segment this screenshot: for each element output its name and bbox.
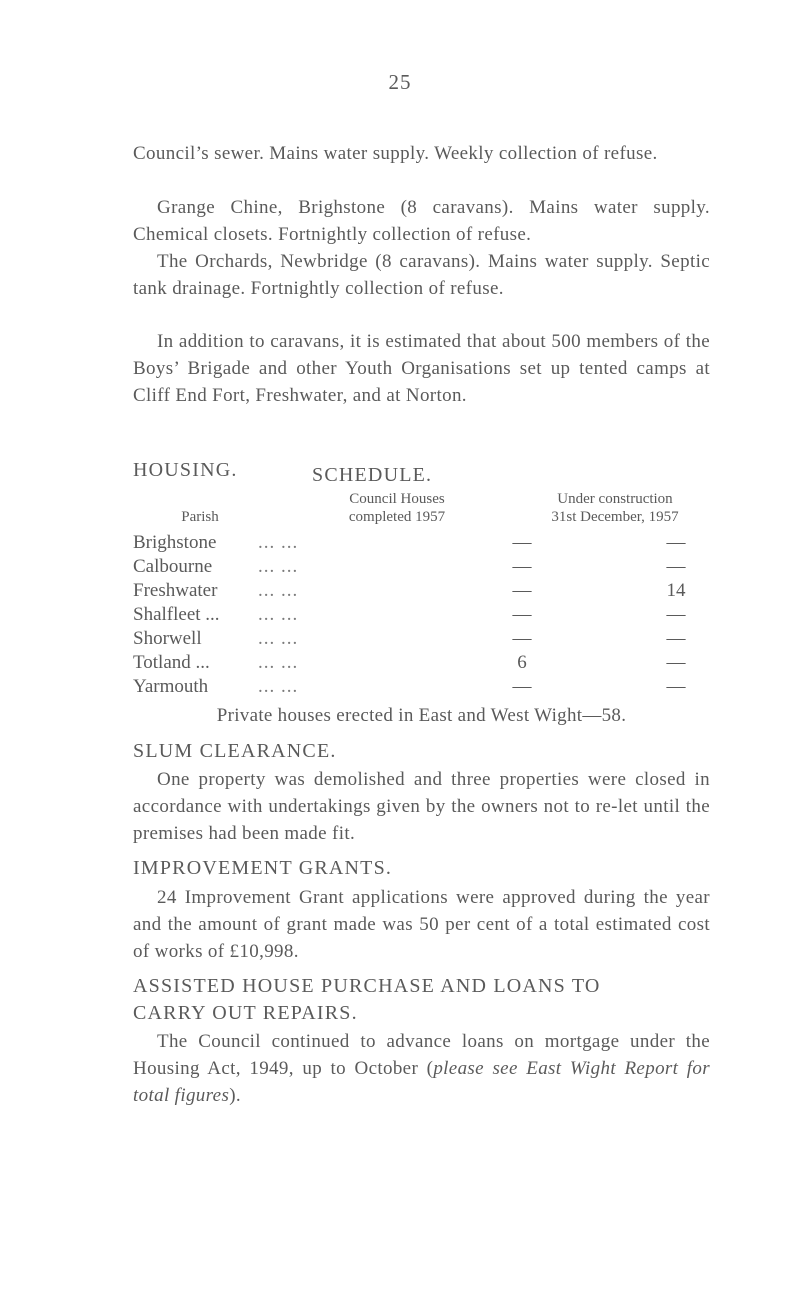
assisted-purchase-heading-line2: CARRY OUT REPAIRS. <box>133 1002 358 1024</box>
parish-name: Freshwater <box>133 580 218 601</box>
housing-heading: HOUSING. <box>133 459 238 481</box>
column-header-completed-line2: completed 1957 <box>348 509 446 525</box>
column-header-construction-line2: 31st December, 1957 <box>551 509 679 525</box>
completed-value: — <box>512 676 532 697</box>
completed-value: — <box>512 556 532 577</box>
table-row <box>133 556 710 580</box>
completed-value: — <box>512 580 532 601</box>
construction-value: — <box>666 628 686 649</box>
column-header-completed-line1: Council Houses <box>349 491 445 507</box>
improvement-grants-paragraph: 24 Improvement Grant applications were approved during the year and the amount of grant made was 50 per cent of a total estimated cost of works of £10,998. <box>133 887 710 962</box>
parish-name: Yarmouth <box>133 676 209 697</box>
assisted-text-start: The Council continued to advance loans on mortgage under the Housing Act, 1949, up to October ( <box>133 1031 710 1079</box>
completed-value: — <box>512 628 532 649</box>
column-header-construction-line1: Under construction <box>557 491 673 507</box>
dot-leader: ... ... <box>258 676 299 697</box>
slum-clearance-heading: SLUM CLEARANCE. <box>133 740 337 762</box>
assisted-text-italic: please see East Wight Report for total figures <box>133 1057 711 1106</box>
slum-clearance-paragraph: One property was demolished and three properties were closed in accordance with undertakings given by the owners not to re-let until the premises had been made fit. <box>133 769 710 844</box>
assisted-purchase-heading-line1: ASSISTED HOUSE PURCHASE AND LOANS TO <box>133 975 601 997</box>
table-row <box>133 652 710 676</box>
construction-value: 14 <box>666 580 686 601</box>
dot-leader: ... ... <box>258 652 299 673</box>
construction-value: — <box>666 604 686 625</box>
table-row <box>133 580 710 604</box>
page-number: 25 <box>388 70 412 94</box>
construction-value: — <box>666 676 686 697</box>
assisted-text-end: ). <box>229 1084 241 1106</box>
table-row <box>133 532 710 556</box>
dot-leader: ... ... <box>258 556 299 577</box>
column-header-parish: Parish <box>181 509 219 525</box>
construction-value: — <box>666 532 686 553</box>
parish-name: Calbourne <box>133 556 213 577</box>
dot-leader: ... ... <box>258 580 299 601</box>
construction-value: — <box>666 556 686 577</box>
completed-value: — <box>512 532 532 553</box>
improvement-grants-heading: IMPROVEMENT GRANTS. <box>133 857 393 879</box>
dot-leader: ... ... <box>258 628 299 649</box>
parish-name: Shorwell <box>133 628 202 649</box>
table-row <box>133 628 710 652</box>
construction-value: — <box>666 652 686 673</box>
assisted-purchase-paragraph <box>133 1029 710 1109</box>
parish-name: Shalfleet ... <box>133 604 220 625</box>
dot-leader: ... ... <box>258 604 299 625</box>
intro-paragraph-the-orchards: The Orchards, Newbridge (8 caravans). Mains water supply. Septic tank drainage. Fortnightly collection of refuse. <box>133 251 710 299</box>
table-row <box>133 676 710 700</box>
intro-paragraph-tented-camps: In addition to caravans, it is estimated that about 500 members of the Boys’ Brigade and other Youth Organisations set up tented camps at Cliff End Fort, Freshwater, and at Norton. <box>133 331 710 406</box>
intro-paragraph-sewer: Council’s sewer. Mains water supply. Weekly collection of refuse. <box>133 143 658 164</box>
parish-name: Totland ... <box>133 652 210 673</box>
completed-value: — <box>512 604 532 625</box>
completed-value: 6 <box>517 652 527 673</box>
private-houses-line: Private houses erected in East and West Wight—58. <box>216 705 627 726</box>
dot-leader: ... ... <box>258 532 299 553</box>
intro-paragraph-grange-chine: Grange Chine, Brighstone (8 caravans). Mains water supply. Chemical closets. Fortnightly collection of refuse. <box>133 197 710 245</box>
schedule-heading: SCHEDULE. <box>312 464 433 486</box>
table-row <box>133 604 710 628</box>
parish-name: Brighstone <box>133 532 217 553</box>
